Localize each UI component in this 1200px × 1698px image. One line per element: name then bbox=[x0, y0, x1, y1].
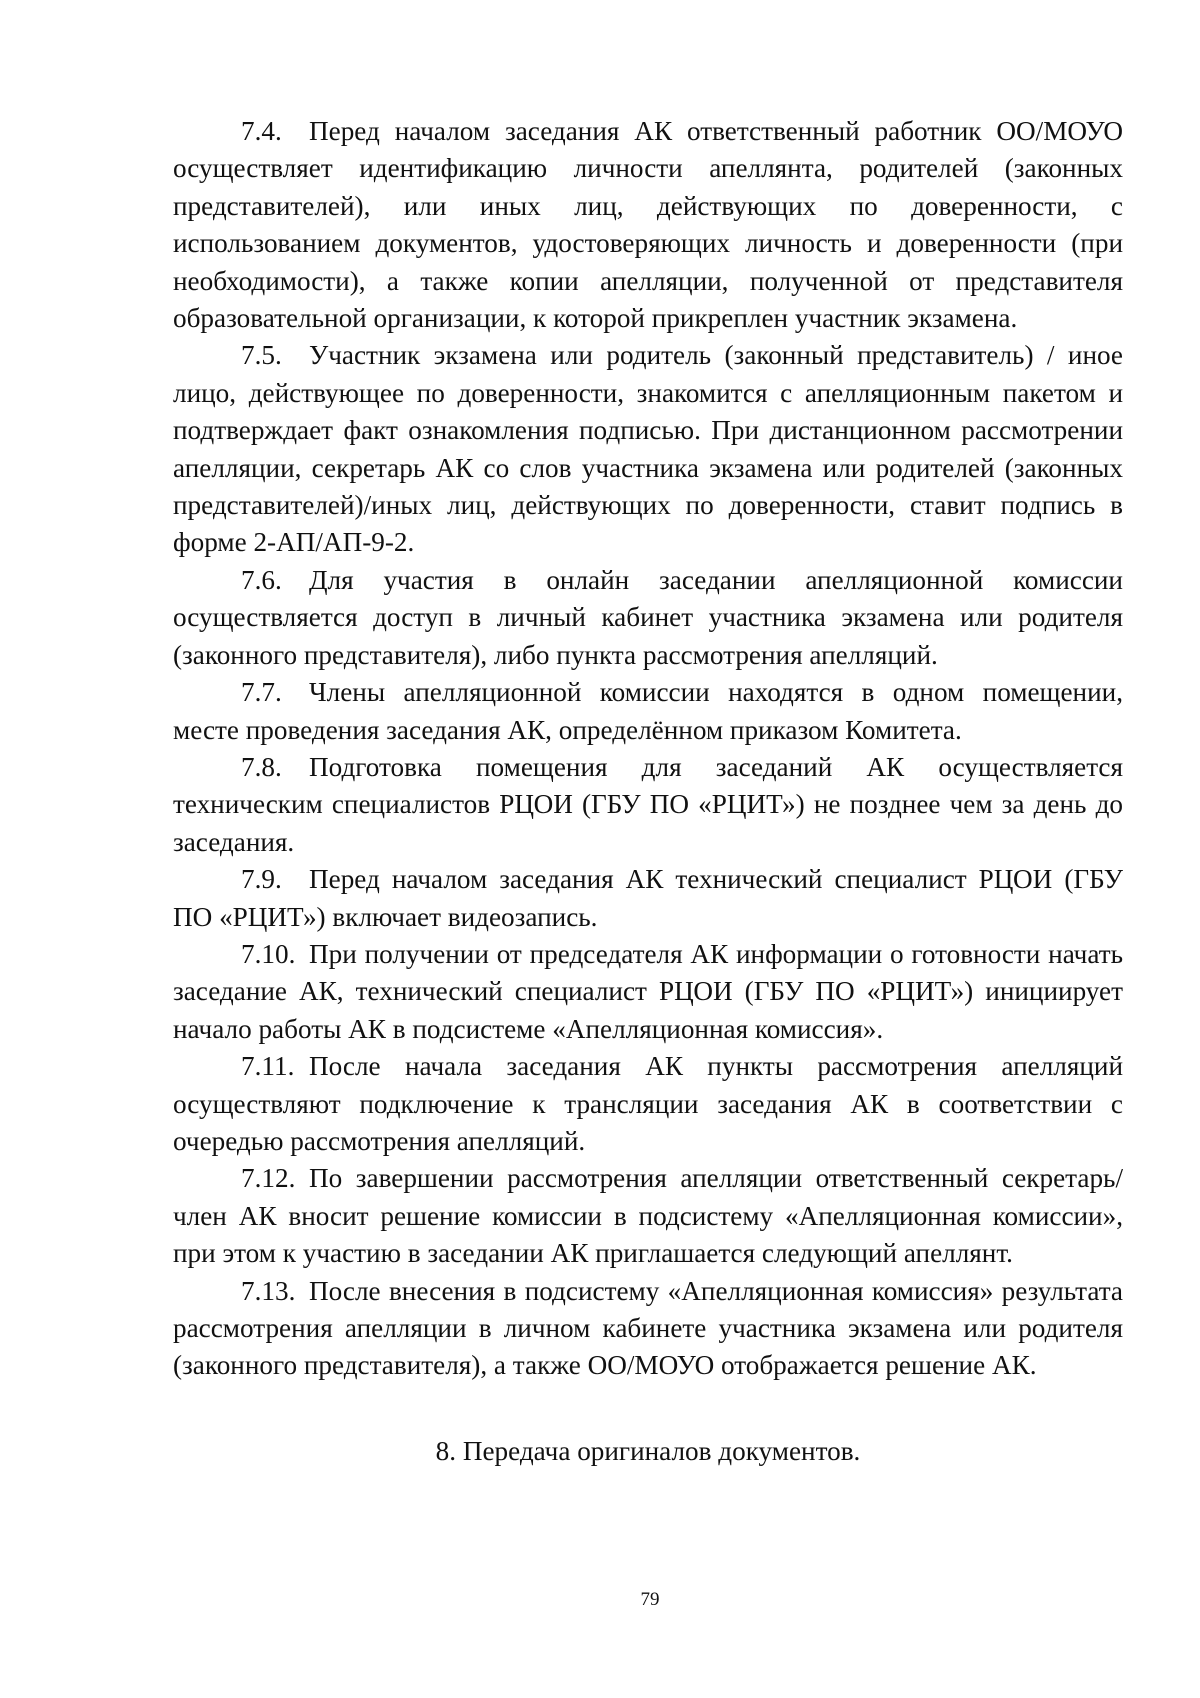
paragraph-7-9 bbox=[173, 861, 1123, 936]
paragraph-text: После внесения в подсистему «Апелляционная комиссия» результата рассмотрения апелляции в личном кабинете участника экзамена или родителя (законного представителя), а также ОО/МОУО отображается решение АК. bbox=[173, 1275, 1123, 1381]
paragraph-7-7 bbox=[173, 674, 1123, 749]
paragraph-number: 7.5. bbox=[241, 340, 282, 371]
paragraph-text: После начала заседания АК пункты рассмотрения апелляций осуществляют подключение к трансляции заседания АК в соответствии с очередью рассмотрения апелляций. bbox=[173, 1051, 1123, 1156]
paragraph-7-4 bbox=[173, 113, 1123, 337]
paragraph-text: Для участия в онлайн заседании апелляционной комиссии осуществляется доступ в личный кабинет участника экзамена или родителя (законного представителя), либо пункта рассмотрения апелляций. bbox=[173, 564, 1123, 670]
paragraph-7-5 bbox=[173, 337, 1123, 561]
paragraph-number: 7.10. bbox=[241, 938, 296, 969]
paragraph-text: Перед началом заседания АК технический специалист РЦОИ (ГБУ ПО «РЦИТ») включает видеозапись. bbox=[173, 864, 1123, 932]
paragraph-number: 7.13. bbox=[241, 1275, 296, 1306]
paragraph-number: 7.12. bbox=[241, 1163, 296, 1194]
paragraph-number: 7.9. bbox=[241, 864, 282, 895]
paragraph-text: Члены апелляционной комиссии находятся в одном помещении, месте проведения заседания АК, определённом приказом Комитета. bbox=[173, 677, 1123, 745]
paragraph-number: 7.8. bbox=[241, 751, 282, 782]
paragraph-text: Перед началом заседания АК ответственный работник ОО/МОУО осуществляет идентификацию личности апеллянта, родителей (законных представителей), или иных лиц, действующих по доверенности, с использованием документов, удостоверяющих личность и доверенности (при необходимости), а также копии апелляции, полученной от представителя образовательной организации, к которой прикреплен участник экзамена. bbox=[173, 116, 1123, 334]
document-body bbox=[173, 113, 1123, 1470]
paragraph-text: Подготовка помещения для заседаний АК осуществляется техническим специалистов РЦОИ (ГБУ ПО «РЦИТ») не позднее чем за день до заседания. bbox=[173, 751, 1123, 857]
paragraph-7-13 bbox=[173, 1273, 1123, 1385]
paragraph-7-6 bbox=[173, 562, 1123, 674]
section-heading: 8. Передача оригиналов документов. bbox=[435, 1435, 861, 1466]
page-number: 79 bbox=[640, 1589, 660, 1610]
paragraph-text: По завершении рассмотрения апелляции ответственный секретарь/член АК вносит решение комиссии в подсистему «Апелляционная комиссии», при этом к участию в заседании АК приглашается следующий апеллянт. bbox=[173, 1163, 1123, 1269]
paragraph-7-12 bbox=[173, 1160, 1123, 1272]
paragraph-text: При получении от председателя АК информации о готовности начать заседание АК, технический специалист РЦОИ (ГБУ ПО «РЦИТ») инициирует начало работы АК в подсистеме «Апелляционная комиссия». bbox=[173, 938, 1123, 1044]
paragraph-number: 7.6. bbox=[241, 564, 282, 595]
paragraph-number: 7.4. bbox=[241, 116, 282, 146]
paragraph-number: 7.11. bbox=[241, 1051, 295, 1082]
paragraph-7-11 bbox=[173, 1048, 1123, 1160]
paragraph-7-10 bbox=[173, 936, 1123, 1048]
paragraph-7-8 bbox=[173, 749, 1123, 861]
paragraph-number: 7.7. bbox=[241, 677, 282, 708]
paragraph-text: Участник экзамена или родитель (законный представитель) / иное лицо, действующее по доверенности, знакомится с апелляционным пакетом и подтверждает факт ознакомления подписью. При дистанционном рассмотрении апелляции, секретарь АК со слов участника экзамена или родителей (законных представителей)/иных лиц, действующих по доверенности, ставит подпись в форме 2-АП/АП-9-2. bbox=[173, 340, 1123, 558]
